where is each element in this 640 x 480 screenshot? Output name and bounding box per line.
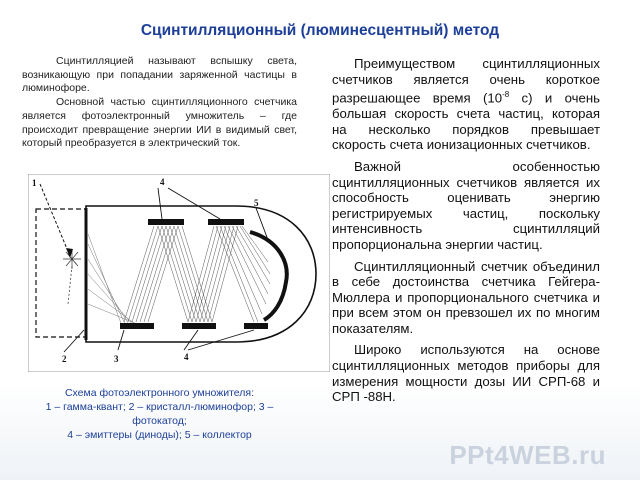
right-text-block: [332, 56, 600, 411]
right-paragraph-2: Важной особенностью сцинтилляционных счетчиков является их способность оценивать энергию регистрируемых частиц, поскольку интенсивность сцинтилляций пропорциональна энергии частиц.: [332, 158, 600, 252]
left-paragraph-2: Основной частью сцинтилляционного счетчика является фотоэлектронный умножитель – где происходит превращение энергии ИИ в видимый свет, который преобразуется в электрический ток.: [22, 96, 297, 150]
right-paragraph-1: [332, 56, 600, 153]
label-2: 2: [62, 354, 67, 364]
exponent: -8: [502, 90, 510, 100]
caption-line-3: 4 – эмиттеры (диноды); 5 – коллектор: [67, 429, 252, 441]
label-3: 3: [114, 354, 119, 364]
right-paragraph-1-end: с) и очень большая скорость счета частиц, которая на несколько порядков превышает скорость счета ионизационных счетчиков.: [332, 90, 600, 153]
photomultiplier-diagram: [28, 174, 330, 372]
dynode-top-2: [208, 219, 244, 225]
right-paragraph-4: Широко используются на основе сцинтилляционных методов приборы для измерения мощности дозы ИИ СРП-68 и СРП -88Н.: [332, 342, 600, 405]
slide-title: Сцинтилляционный (люминесцентный) метод: [140, 22, 500, 39]
caption-line-2: 1 – гамма-квант; 2 – кристалл-люминофор; 3 – фотокатод;: [45, 401, 274, 427]
label-5: 5: [254, 198, 259, 208]
left-paragraph-1: Сцинтилляцией называют вспышку света, возникающую при попадании заряженной частицы в люминофоре.: [22, 55, 297, 95]
dynode-top-1: [148, 219, 184, 225]
dynode-bottom-3: [244, 323, 268, 329]
right-paragraph-3: Сцинтилляционный счетчик объединил в себе достоинства счетчика Гейгера-Мюллера и пропорционального счетчика и при всем этом он превзошел их по многим показателям.: [332, 258, 600, 336]
caption-line-1: Схема фотоэлектронного умножителя:: [64, 387, 255, 399]
watermark-text: PPt4WEB.ru: [449, 440, 606, 470]
dynode-bottom-1: [120, 323, 154, 329]
right-paragraph-1-start: Преимуществом сцинтилляционных счетчиков является очень короткое разрешающее время (10: [332, 56, 600, 106]
dynode-bottom-2: [182, 323, 216, 329]
label-1: 1: [32, 178, 37, 188]
label-4-bottom: 4: [184, 352, 189, 362]
diagram-caption: [22, 386, 297, 442]
left-text-block: [22, 55, 297, 151]
label-4-top: 4: [160, 177, 165, 187]
